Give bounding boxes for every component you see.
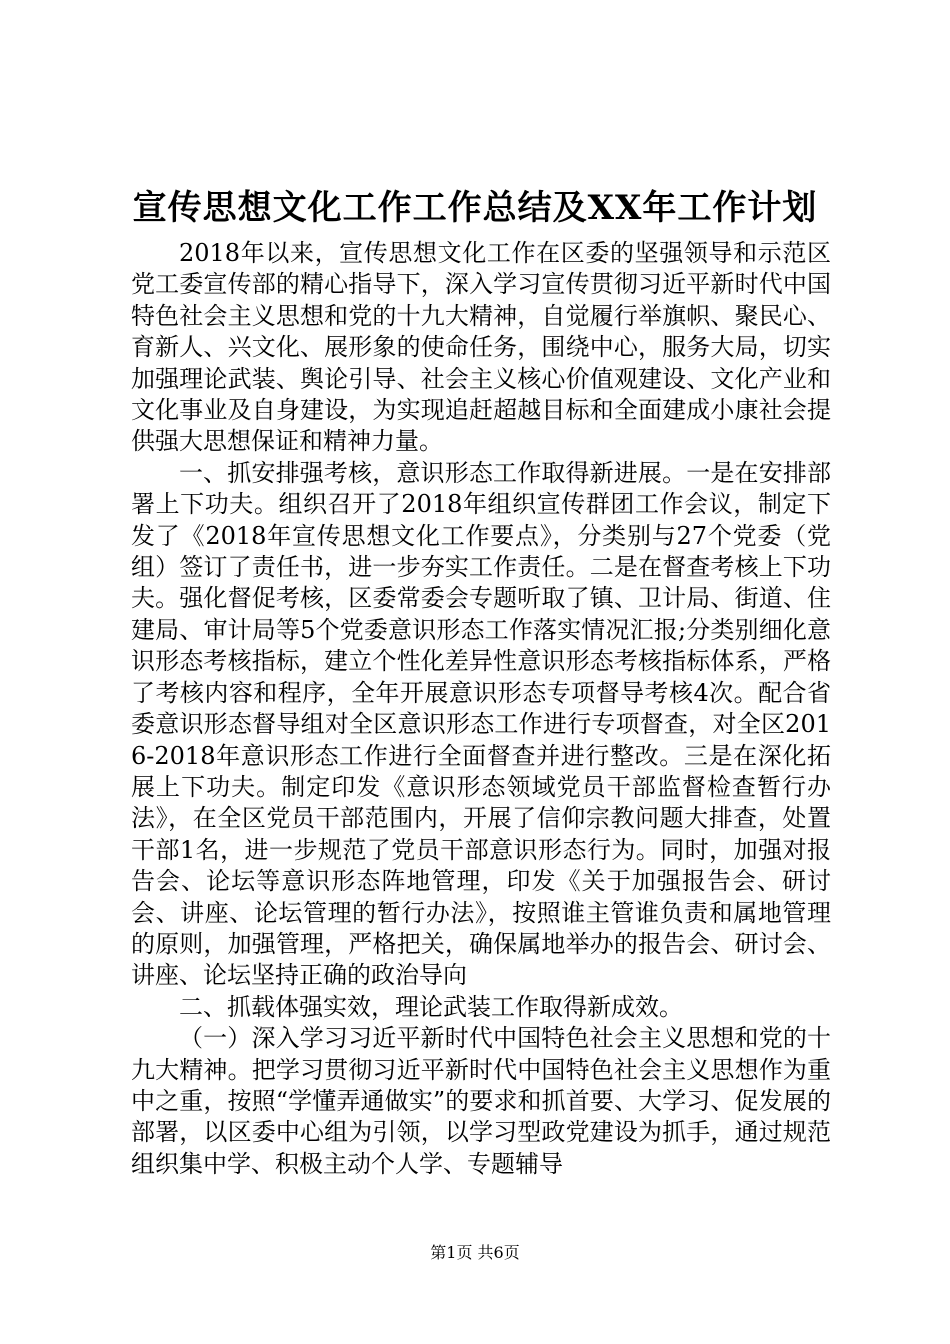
document-title: 宣传思想文化工作工作总结及XX年工作计划 [132,188,818,228]
paragraph-section-1: 一、抓安排强考核，意识形态工作取得新进展。一是在安排部署上下功夫。组织召开了2018年组织宣传群团工作会议，制定下发了《2018年宣传思想文化工作要点》，分类别与27个党委（党组）签订了责任书，进一步夯实工作责任。二是在督查考核上下功夫。强化督促考核，区委常委会专题听取了镇、卫计局、街道、住建局、审计局等5个党委意识形态工作落实情况汇报;分类别细化意识形态考核指标，建立个性化差异性意识形态考核指标体系，严格了考核内容和程序，全年开展意识形态专项督导考核4次。配合省委意识形态督导组对全区意识形态工作进行专项督查，对全区2016-2018年意识形态工作进行全面督查并进行整改。三是在深化拓展上下功夫。制定印发《意识形态领域党员干部监督检查暂行办法》，在全区党员干部范围内，开展了信仰宗教问题大排查，处置干部1名，进一步规范了党员干部意识形态行为。同时，加强对报告会、论坛等意识形态阵地管理，印发《关于加强报告会、研讨会、讲座、论坛管理的暂行办法》，按照谁主管谁负责和属地管理的原则，加强管理，严格把关，确保属地举办的报告会、研讨会、讲座、论坛坚持正确的政治导向 [131,458,831,990]
paragraph-section-2-heading: 二、抓载体强实效，理论武装工作取得新成效。 [179,992,683,1021]
document-body [131,238,831,1180]
paragraph-section-2-item-1: （一）深入学习习近平新时代中国特色社会主义思想和党的十九大精神。把学习贯彻习近平新时代中国特色社会主义思想作为重中之重，按照“学懂弄通做实”的要求和抓首要、大学习、促发展的部署，以区委中心组为引领，以学习型政党建设为抓手，通过规范组织集中学、积极主动个人学、专题辅导 [131,1024,831,1178]
page-footer: 第1页 共6页 [430,1243,520,1262]
paragraph-intro: 2018年以来，宣传思想文化工作在区委的坚强领导和示范区党工委宣传部的精心指导下，深入学习宣传贯彻习近平新时代中国特色社会主义思想和党的十九大精神，自觉履行举旗帜、聚民心、育新人、兴文化、展形象的使命任务，围绕中心，服务大局，切实加强理论武装、舆论引导、社会主义核心价值观建设、文化产业和文化事业及自身建设，为实现追赶超越目标和全面建成小康社会提供强大思想保证和精神力量。 [131,239,831,456]
